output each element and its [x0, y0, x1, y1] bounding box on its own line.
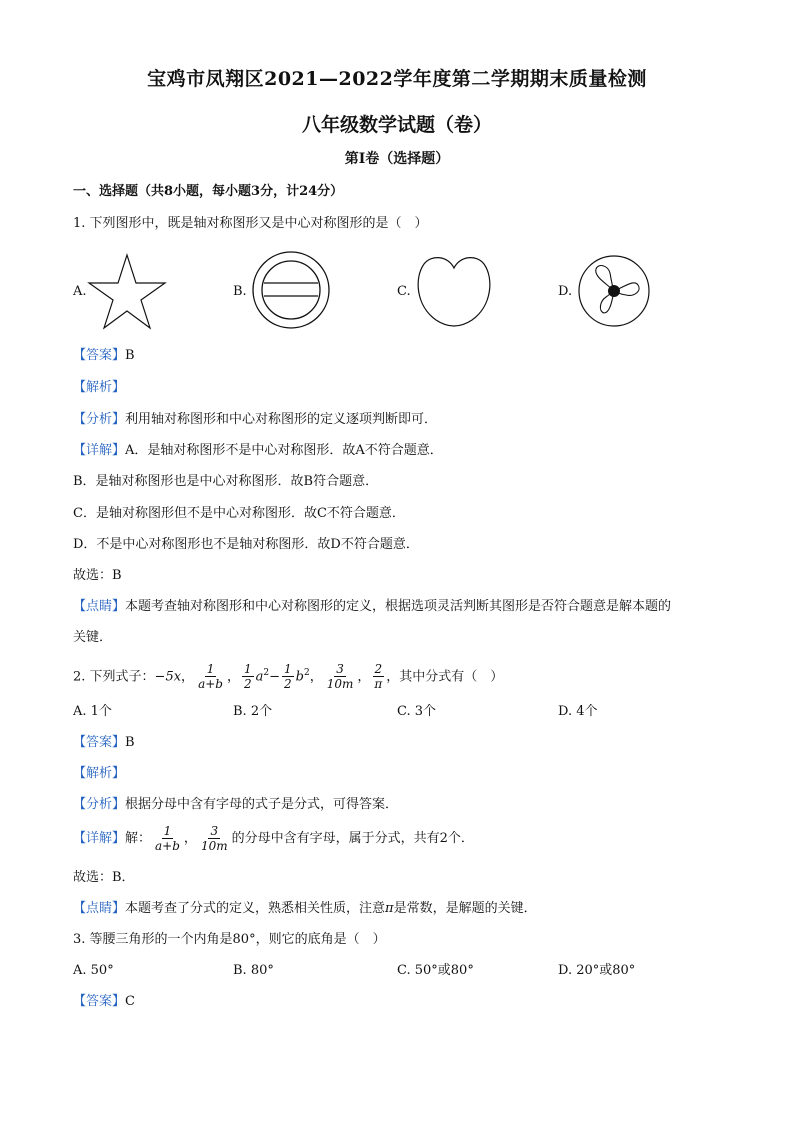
q2-frac3 — [325, 662, 356, 691]
q3-option-d: D. 20°或80° — [558, 963, 636, 978]
answer-tag: 【答案】 — [73, 735, 126, 750]
q1-xiangjie — [73, 442, 443, 460]
frac2a-num: 1 — [243, 662, 252, 677]
q1-option-a-label: A. — [73, 284, 87, 299]
xj-frac3-num: 3 — [210, 824, 219, 838]
q2-frac2a — [242, 662, 254, 691]
q1-guxuan: 故选：B — [73, 568, 122, 583]
q2-suffix: ，其中分式有（ ） — [386, 669, 504, 685]
frac2b-num: 1 — [284, 662, 292, 677]
pi-symbol: π — [385, 901, 394, 916]
q2-prefix: 2. 下列式子： — [73, 669, 155, 685]
q2-option-d: D. 4个 — [558, 704, 598, 719]
answer-tag: 【答案】 — [73, 348, 126, 363]
dianjing-tag: 【点睛】 — [73, 599, 126, 614]
q1-line-d: D．不是中心对称图形也不是轴对称图形．故D不符合题意． — [73, 537, 419, 552]
q2-exp-b: 2 — [303, 668, 310, 678]
q1-option-d-label: D. — [558, 284, 573, 299]
frac2a-den: 2 — [243, 677, 252, 692]
frac1-num: 1 — [206, 662, 215, 677]
xj-frac1-num: 1 — [163, 824, 172, 838]
q2-option-b: B. 2个 — [233, 704, 273, 719]
xiangjie-text: A．是轴对称图形不是中心对称图形．故A不符合题意． — [125, 443, 443, 458]
q2-comma: ， — [181, 669, 195, 685]
frac2b-den: 2 — [284, 677, 292, 692]
q2-frac2b — [282, 662, 294, 691]
q2-answer — [73, 734, 135, 752]
q1-option-b-label: B. — [233, 284, 247, 299]
frac3-num: 3 — [336, 662, 344, 677]
frac4-num: 2 — [374, 662, 383, 677]
q2-exp-a: 2 — [263, 668, 270, 678]
q1-stem: 1. 下列图形中，既是轴对称图形又是中心对称图形的是（ ） — [73, 216, 428, 231]
q3-answer — [73, 993, 135, 1011]
q2-comma: ， — [357, 669, 371, 685]
xj-frac1-den: a+b — [155, 839, 180, 853]
q2-var-b: b — [295, 669, 304, 685]
q3-option-a: A. 50° — [73, 963, 114, 978]
answer-value: C — [125, 994, 135, 1009]
dianjing-text: 本题考查轴对称图形和中心对称图形的定义，根据选项灵活判断其图形是否符合题意是解本题的 — [125, 599, 672, 614]
q2-xiangjie — [73, 822, 474, 856]
fenxi-tag: 【分析】 — [73, 412, 126, 427]
xj-frac1 — [153, 824, 182, 853]
dianjing-pre: 本题考查了分式的定义，熟悉相关性质，注意 — [125, 901, 386, 916]
answer-tag: 【答案】 — [73, 994, 126, 1009]
q2-comma: ， — [183, 831, 197, 846]
q3-option-c: C. 50°或80° — [397, 963, 474, 978]
q1-analysis-tag: 【解析】 — [73, 380, 126, 395]
q2-var-a: a — [255, 669, 264, 685]
q1-option-c-label: C. — [397, 284, 411, 299]
star-shape-icon — [86, 253, 168, 331]
q2-expr1: −5x — [154, 669, 182, 685]
xj-frac3 — [199, 824, 230, 853]
q2-fenxi — [73, 796, 398, 814]
circle-band-shape-icon — [250, 249, 332, 331]
fenxi-tag: 【分析】 — [73, 797, 126, 812]
q2-frac1 — [196, 662, 225, 691]
q3-option-b: B. 80° — [233, 963, 274, 978]
q1-fenxi — [73, 411, 437, 429]
q2-guxuan: 故选：B． — [73, 870, 135, 885]
q1-dianjing — [73, 598, 671, 616]
q1-dianjing-cont: 关键． — [73, 630, 113, 645]
xiangjie-tag: 【详解】 — [73, 831, 126, 846]
xiangjie-post: 的分母中含有字母，属于分式，共有2个． — [231, 831, 474, 846]
q2-comma: ， — [309, 669, 323, 685]
answer-value: B — [125, 348, 135, 363]
q2-stem — [73, 658, 503, 692]
answer-value: B — [125, 735, 135, 750]
xj-frac3-den: 10m — [200, 839, 228, 853]
pinwheel-shape-icon — [576, 253, 652, 329]
q2-dianjing — [73, 900, 537, 918]
dianjing-post: 是常数，是解题的关键． — [393, 901, 537, 916]
dianjing-tag: 【点睛】 — [73, 901, 126, 916]
part1-heading: 一、选择题（共8小题，每小题3分，计24分） — [73, 184, 344, 199]
fenxi-text: 根据分母中含有字母的式子是分式，可得答案． — [125, 797, 399, 812]
q2-option-a: A. 1个 — [73, 704, 112, 719]
q1-answer — [73, 347, 135, 365]
fenxi-text: 利用轴对称图形和中心对称图形的定义逐项判断即可． — [125, 412, 438, 427]
frac3-den: 10m — [326, 677, 354, 692]
q2-frac4 — [372, 662, 384, 691]
frac4-den: π — [374, 677, 383, 692]
xiangjie-tag: 【详解】 — [73, 443, 126, 458]
q2-analysis-tag: 【解析】 — [73, 766, 126, 781]
q1-line-c: C．是轴对称图形但不是中心对称图形．故C不符合题意． — [73, 506, 405, 521]
q2-option-c: C. 3个 — [397, 704, 437, 719]
frac1-den: a+b — [198, 677, 223, 692]
heart-circle-shape-icon — [414, 250, 494, 330]
section-header: 第Ⅰ卷（选择题） — [344, 151, 450, 167]
q2-minus: − — [269, 669, 281, 685]
q2-comma: ， — [226, 669, 240, 685]
q1-line-b: B．是轴对称图形也是中心对称图形．故B符合题意． — [73, 474, 379, 489]
exam-subtitle: 八年级数学试题（卷） — [301, 114, 492, 136]
q3-stem: 3. 等腰三角形的一个内角是80°，则它的底角是（ ） — [73, 932, 386, 947]
xiangjie-pre: 解： — [125, 831, 152, 846]
exam-title: 宝鸡市凤翔区2021—2022学年度第二学期期末质量检测 — [147, 68, 647, 90]
